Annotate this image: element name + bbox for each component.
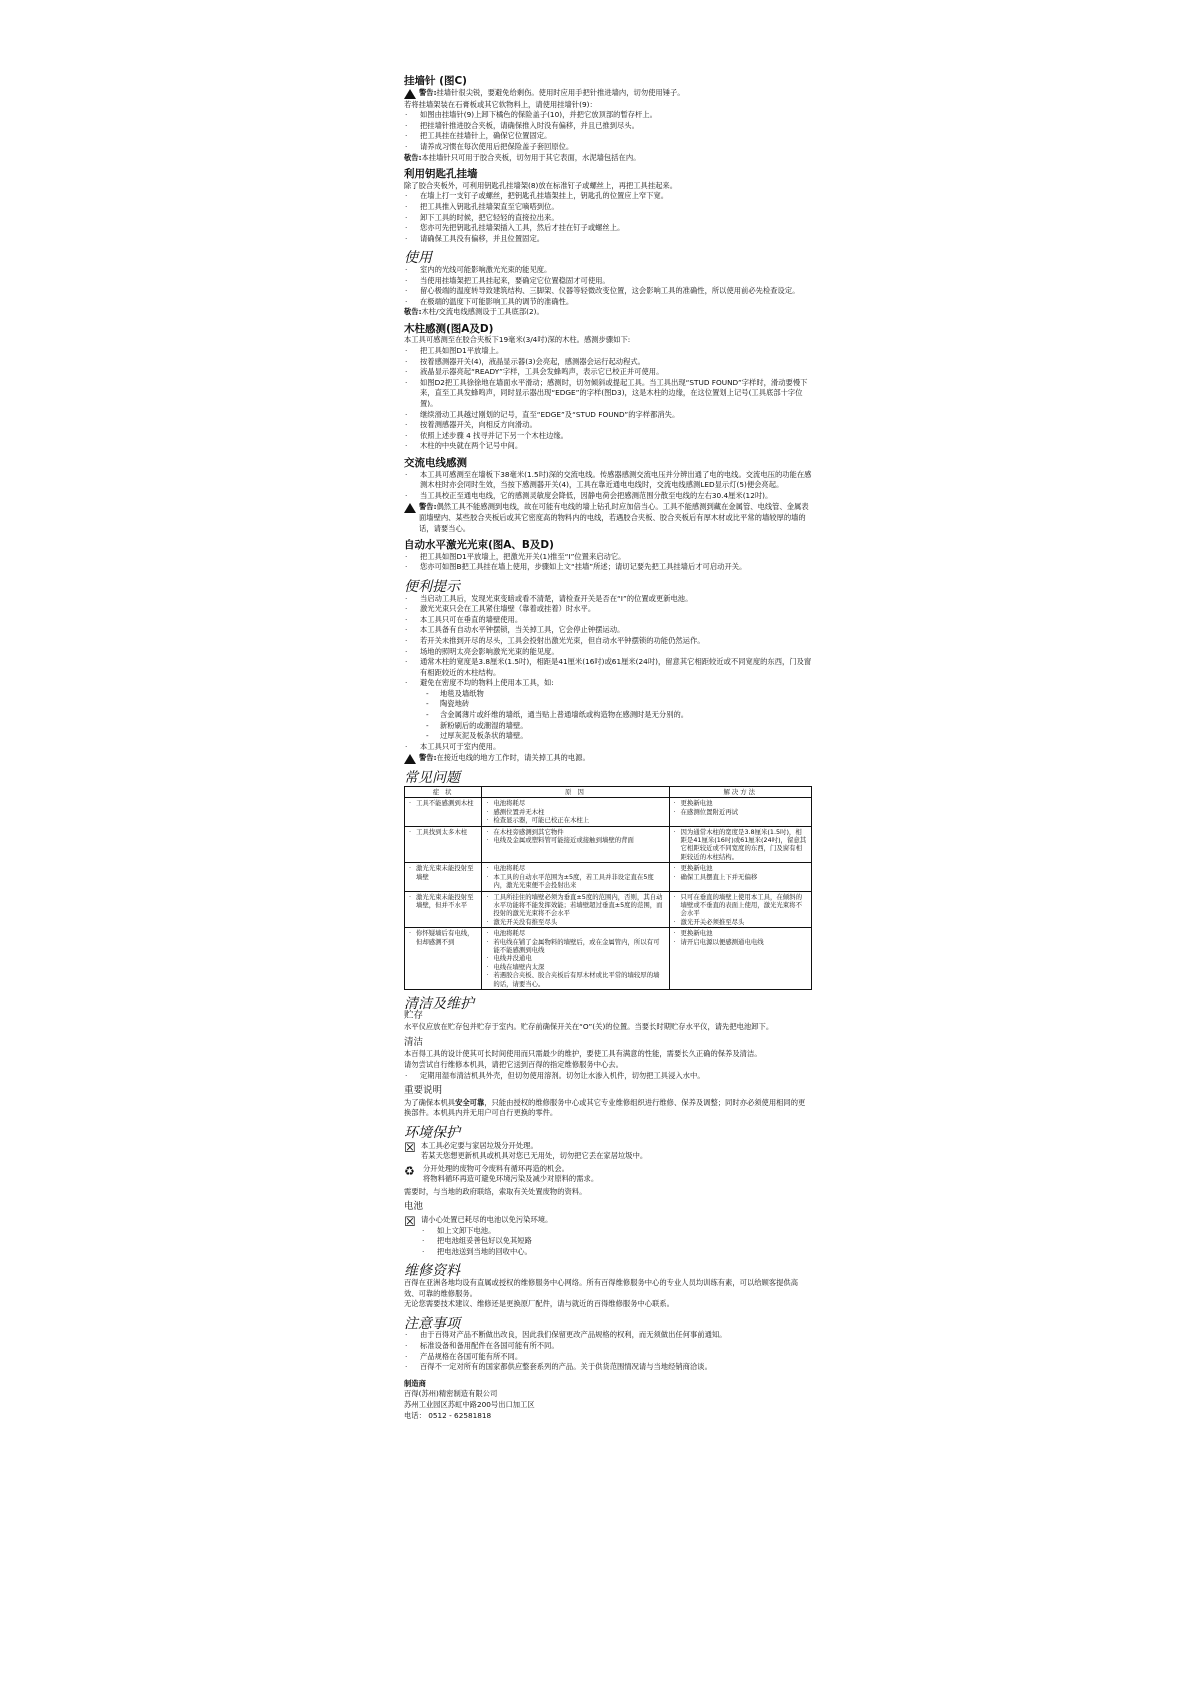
list-item: · 如上文卸下电池。 — [421, 1226, 552, 1237]
subsection-title-storage: 贮存 — [404, 1009, 424, 1021]
cell-line: · 因为通常木柱的宽度是3.8厘米(1.5吋)，相距是41厘米(16吋)或61厘米(24吋)，留意其它相距较近或不同宽度的东西，门及窗有相距较近的木柱结构。 — [673, 828, 808, 862]
table-cell-solutions — [669, 891, 811, 928]
list-item: · 标准设备和备用配件在各国可能有所不同。 — [404, 1341, 812, 1352]
sub-list-item: - 含金属薄片或纤维的墙纸，通当贴上普通墙纸或构造物在感测时是无分别的。 — [404, 710, 812, 721]
table-row — [405, 798, 812, 826]
table-cell-causes — [482, 798, 669, 826]
subsection-title-cleaning: 清洁 — [404, 1036, 424, 1048]
list-item: · 本工具只可在垂直的墙壁使用。 — [404, 615, 812, 626]
warning-label: 警告: — [419, 753, 437, 763]
text-run: 为了确保本机具 — [404, 1097, 456, 1107]
bold-text: 安全可靠 — [455, 1097, 485, 1107]
warning-power — [404, 753, 812, 764]
warning-icon — [404, 89, 416, 99]
manufacturer-title: 制造商 — [404, 1378, 426, 1388]
table-cell-solutions — [669, 863, 811, 891]
column-header: 原 因 — [482, 787, 669, 798]
list-item: · 当启动工具后，发现光束变暗或看不清楚，请检查开关是否在“I”的位置或更新电池。 — [404, 594, 812, 605]
list-item: · 避免在密度不均的物料上使用本工具，如: — [404, 678, 812, 689]
list-item: · 把电池组妥善包好以免其短路 — [421, 1236, 552, 1247]
paragraph: 本百得工具的设计使其可长时间使用而只需最少的维护，要使工具有满意的性能，需要长久正确的保养及清洁。 — [404, 1049, 762, 1059]
faq-table-body — [405, 798, 812, 990]
table-cell-solutions — [669, 798, 811, 826]
sub-list-item: - 过厚灰泥及板条状的墙壁。 — [404, 731, 812, 742]
cell-line: · 电线并没通电 — [485, 954, 665, 962]
list-item: · 把工具推入钥匙孔挂墙架直至它嘀嗒到位。 — [404, 202, 812, 213]
table-row — [405, 928, 812, 990]
list-item: · 在极端的温度下可能影响工具的调节的准确性。 — [404, 297, 812, 308]
section-title-notes: 注意事项 — [404, 1315, 460, 1332]
cell-line: · 工具所挂住的墙壁必须为垂直±5度的范围内，否则，其自动水平功能将不能发挥效能；若墙壁超过垂直±5度的范围，而投射的激光光束将不会水平 — [485, 893, 665, 918]
cell-line: · 电线及金属或塑料管可能接近或接触到墙壁的背面 — [485, 836, 665, 844]
cell-line: · 工具找到太多木柱 — [408, 828, 478, 836]
paragraph: 百得在亚洲各地均设有直属或授权的维修服务中心网络。所有百得维修服务中心的专业人员均训练有素，可以给顾客提供高效、可靠的维修服务。 — [404, 1278, 799, 1298]
list-item: · 本工具可感测至在墙板下38毫米(1.5吋)深的交流电线。传感器感测交流电压并分辨出通了电的电线。交流电压的功能在感测木柱时亦会同时生效，当按下感测器开关(4)，工具在靠近通电电线时，交流电线感测LED显示灯(5)便会亮起。 — [404, 470, 812, 491]
list-item: · 依照上述步骤 4 找寻并记下另一个木柱边缘。 — [404, 431, 812, 442]
warning-text: 挂墙针很尖锐，要避免给剩伤。使用时应用手把针推进墙内，切勿使用锤子。 — [436, 87, 685, 97]
table-cell-symptom — [405, 826, 482, 863]
subsection-title-important: 重要说明 — [404, 1085, 443, 1097]
section-title-environment: 环境保护 — [404, 1124, 460, 1141]
cell-line: · 请开启电源以便感测通电电线 — [673, 938, 808, 946]
table-row — [405, 826, 812, 863]
list-item: · 按着感测器开关(4)，液晶显示器(3)会亮起，感测器会运行起动程式。 — [404, 357, 812, 368]
cell-line: · 更换新电池 — [673, 799, 808, 807]
cell-line: · 在感测位置附近再试 — [673, 808, 808, 816]
cell-line: · 在木柱旁感测到其它物件 — [485, 828, 665, 836]
sub-list-item: - 陶瓷地砖 — [404, 699, 812, 710]
cell-line: · 电池将耗尽 — [485, 929, 665, 937]
table-cell-causes — [482, 826, 669, 863]
section-title-wall-pin: 挂墙针 (图C) — [404, 75, 467, 87]
recycle-note — [404, 1164, 812, 1185]
manual-page — [404, 70, 812, 1421]
cell-line: · 电池将耗尽 — [485, 799, 665, 807]
list-item: · 室内的光线可能影响激光光束的能见度。 — [404, 265, 812, 276]
paragraph: 无论您需要技术建议、维修还是更换原厂配件，请与就近的百得维修服务中心联系。 — [404, 1299, 674, 1309]
warning-icon — [404, 754, 416, 764]
paragraph: 分开处理的废物可令废料有循环再造的机会。 — [423, 1163, 569, 1173]
notice-label: 敬告: — [404, 307, 422, 317]
list-item: · 把电池送到当地的回收中心。 — [421, 1247, 552, 1258]
cell-line: · 激光开关必须推至尽头 — [673, 918, 808, 926]
list-item: · 本工具备有自动水平钟摆锁，当关掉工具，它会停止钟摆运动。 — [404, 625, 812, 636]
cell-line: · 若遇胶合夹板、胶合夹板后有厚木材或比平常的墙较厚的墙的话，请要当心。 — [485, 971, 665, 988]
faq-table — [404, 786, 812, 990]
table-header-row — [405, 787, 812, 798]
list-item: · 继续滑动工具越过刚划的记号，直至“EDGE”及“STUD FOUND”的字样都消失。 — [404, 410, 812, 421]
list-item: · 由于百得对产品不断做出改良，因此我们保留更改产品规格的权利，而无须做出任何事前通知。 — [404, 1330, 812, 1341]
manufacturer-name: 百得(苏州)精密制造有限公司 — [404, 1389, 498, 1399]
list-item: · 百得不一定对所有的国家都供应整套系列的产品。关于供货范围情况请与当地经销商洽谈。 — [404, 1362, 812, 1373]
warning-text: 在接近电线的地方工作时，请关掉工具的电源。 — [436, 753, 590, 763]
table-row — [405, 863, 812, 891]
section-title-keyhole: 利用钥匙孔挂墙 — [404, 168, 478, 181]
cell-line: · 确保工具摆直上下并无偏移 — [673, 873, 808, 881]
sub-list-item: - 新粉刷后的或潮湿的墙壁。 — [404, 721, 812, 732]
cell-line: · 更换新电池 — [673, 864, 808, 872]
section-title-care: 清洁及维护 — [404, 995, 474, 1012]
cell-line: · 工具不能感测到木柱 — [408, 799, 478, 807]
list-item: · 液晶显示器亮起“READY”字样，工具会发蜂鸣声，表示它已校正并可使用。 — [404, 367, 812, 378]
table-cell-symptom — [405, 798, 482, 826]
disposal-note — [404, 1141, 812, 1162]
text-run: ，只能由授权的维修服务中心或其它专业维修组织进行维修、保养及调整；同时亦必须使用相同的更换部件。本机具内并无用户可自行更换的零件。 — [404, 1097, 806, 1118]
manufacturer-address: 苏州工业园区苏虹中路200号出口加工区 — [404, 1399, 535, 1409]
paragraph: 请勿尝试自行维修本机具，请把它送到百得的指定维修服务中心去。 — [404, 1059, 623, 1069]
crossed-bin-icon: ☒ — [404, 1215, 416, 1231]
cell-line: · 激光光束未能投射至墙壁，但并不水平 — [408, 893, 478, 910]
list-item: · 当使用挂墙架把工具挂起来，要确定它位置稳固才可使用。 — [404, 276, 812, 287]
subsection-title-battery: 电池 — [404, 1201, 424, 1213]
notice — [404, 307, 812, 318]
paragraph: 本工具可感测至在胶合夹板下19毫米(3/4吋)深的木柱。感测步骤如下: — [404, 335, 631, 345]
notice-text: 本挂墙针只可用于胶合夹板，切勿用于其它表面，水泥墙包括在内。 — [421, 152, 641, 162]
battery-note — [404, 1215, 812, 1257]
list-item: · 按着测感器开关，向相反方向滑动。 — [404, 420, 812, 431]
paragraph: 若将挂墙架装在石膏板或其它软物料上，请使用挂墙针(9)： — [404, 99, 597, 109]
table-cell-symptom — [405, 928, 482, 990]
paragraph: 将物料循环再造可避免环境污染及减少对原料的需求。 — [423, 1174, 599, 1184]
list-item: · 在墙上打一支钉子或螺丝，把钥匙孔挂墙架挂上，钥匙孔的位置应上窄下宽。 — [404, 191, 812, 202]
paragraph: 请小心处置已耗尽的电池以免污染环境。 — [421, 1215, 553, 1225]
section-title-tips: 便利提示 — [404, 578, 460, 595]
crossed-bin-icon: ☒ — [404, 1140, 416, 1156]
warning-icon — [404, 503, 416, 513]
notice — [404, 153, 812, 164]
warning-wall-pin — [404, 88, 812, 99]
section-title-ac-detect: 交流电线感测 — [404, 457, 467, 469]
cell-line: · 本工具的自动水平范围为±5度，若工具并非设定直在5度内，激光光束便不会投射出来 — [485, 873, 665, 890]
paragraph: 需要时，与当地的政府联络，索取有关处置废物的资料。 — [404, 1186, 587, 1196]
list-item: · 把挂墙针推进胶合夹板，请确保推入时没有偏移，并且已推到尽头。 — [404, 121, 812, 132]
warning-ac — [404, 502, 812, 534]
list-item: · 您亦可如图B把工具挂在墙上使用，步骤如上文“挂墙”所述；请切记要先把工具挂墙后才可启动开关。 — [404, 562, 812, 573]
paragraph: 本工具必定要与家居垃圾分开处理。 — [421, 1140, 538, 1150]
sub-list-item: - 地毯及墙纸物 — [404, 689, 812, 700]
table-cell-symptom — [405, 891, 482, 928]
list-item: · 产品规格在各国可能有所不同。 — [404, 1352, 812, 1363]
list-item: · 留心极端的温度转导致建筑结构、三脚架、仪器等轻微改变位置，这会影响工具的准确性，所以使用前必先检查设定。 — [404, 286, 812, 297]
list-item: · 请确保工具没有偏移，并且位置固定。 — [404, 234, 812, 245]
list-item: · 您亦可先把钥匙孔挂墙架插入工具，然后才挂在钉子或螺丝上。 — [404, 223, 812, 234]
list-item: · 通常木柱的宽度是3.8厘米(1.5吋)，相距是41厘米(16吋)或61厘米(24吋)，留意其它相距较近或不同宽度的东西，门及窗有相距较近的木柱结构。 — [404, 657, 812, 678]
list-item: · 如图D2把工具徐徐地在墙面水平滑动；感测时，切勿倾斜或提起工具。当工具出现“STUD FOUND”字样时，滑动要慢下来，直至工具发蜂鸣声，同时显示器出现“EDGE”的字样(图D3)，这是木柱的边缘，在这位置划上记号(工具底部十字位置)。 — [404, 378, 812, 410]
table-cell-solutions — [669, 928, 811, 990]
cell-line: · 电池将耗尽 — [485, 864, 665, 872]
notice-label: 敬告: — [404, 152, 422, 162]
list-item: · 如图由挂墙针(9)上卸下橘色的保险盖子(10)，并把它放顶部的暂存杆上。 — [404, 110, 812, 121]
list-item: · 激光光束只会在工具紧住墙壁（靠着或挂着）时水平。 — [404, 604, 812, 615]
column-header: 解决方法 — [669, 787, 811, 798]
table-cell-causes — [482, 863, 669, 891]
manufacturer-phone: 电话： 0512 - 62581818 — [404, 1410, 492, 1420]
paragraph: 水平仪应放在贮存包并贮存于室内。贮存前确保开关在“O”(关)的位置。当要长时期贮存水平仪，请先把电池卸下。 — [404, 1022, 774, 1032]
list-item: · 卸下工具的时候，把它轻轻的直接拉出来。 — [404, 213, 812, 224]
cell-line: · 激光光束未能投射至墙壁 — [408, 864, 478, 881]
list-item: · 把工具如图D1平放墙上，把激光开关(1)推至“I”位置来启动它。 — [404, 552, 812, 563]
cell-line: · 激光开关没有推至尽头 — [485, 918, 665, 926]
list-item: · 木柱的中央就在两个记号中间。 — [404, 441, 812, 452]
cell-line: · 只可在垂直的墙壁上使用本工具，在倾斜的墙壁或不垂直的表面上使用，激光光束将不会水平 — [673, 893, 808, 918]
list-item: · 定期用湿布清洁机具外壳，但切勿使用溶剂。切勿让水渗入机件，切勿把工具浸入水中。 — [404, 1071, 812, 1082]
cell-line: · 若电线在铺了金属物料的墙壁后，或在金属管内，所以有可能不能感测到电线 — [485, 938, 665, 955]
list-item: · 把工具挂在挂墙针上，确保它位置固定。 — [404, 131, 812, 142]
warning-label: 警告: — [419, 502, 437, 512]
table-cell-causes — [482, 891, 669, 928]
list-item: · 场地的照明太亮会影响激光光束的能见度。 — [404, 647, 812, 658]
section-title-use: 使用 — [404, 250, 432, 267]
section-title-faq: 常见问题 — [404, 770, 460, 787]
table-row — [405, 891, 812, 928]
section-title-stud-detect: 木柱感测(图A及D) — [404, 322, 494, 335]
warning-label: 警告: — [419, 87, 437, 97]
notice-text: 木柱/交流电线感测设于工具底部(2)。 — [421, 307, 544, 317]
list-item: · 请养成习惯在每次使用后把保险盖子套回原位。 — [404, 142, 812, 153]
cell-line: · 你怀疑墙后有电线，但却感测不到 — [408, 929, 478, 946]
paragraph: 若某天您想更新机具或机具对您已无用处，切勿把它丢在家居垃圾中。 — [421, 1151, 648, 1161]
cell-line: · 感测位置并无木柱 — [485, 808, 665, 816]
table-cell-solutions — [669, 826, 811, 863]
paragraph: 除了胶合夹板外，可利用钥匙孔挂墙架(8)放在标准钉子或螺丝上，再把工具挂起来。 — [404, 180, 678, 190]
recycle-icon: ♻ — [404, 1163, 415, 1178]
list-item: · 当工具校正至通电电线，它的感测灵敏度会降低，因静电荷会把感测范围分散至电线的左右30.4厘米(12吋)。 — [404, 491, 812, 502]
cell-line: · 检查显示器，可能已校正在木柱上 — [485, 816, 665, 824]
list-item: · 本工具只可于室内使用。 — [404, 742, 812, 753]
list-item: · 若开关未推到开尽的尽头，工具会投射出激光光束，但自动水平钟摆锁的功能仍然运作。 — [404, 636, 812, 647]
cell-line: · 更换新电池 — [673, 929, 808, 937]
cell-line: · 电线在墙壁内太深 — [485, 963, 665, 971]
section-title-service: 维修资料 — [404, 1263, 460, 1280]
section-title-auto-level: 自动水平激光光束(图A、B及D) — [404, 539, 554, 552]
column-header: 症 状 — [405, 787, 482, 798]
table-cell-symptom — [405, 863, 482, 891]
list-item: · 把工具如图D1平放墙上。 — [404, 346, 812, 357]
paragraph — [404, 1098, 812, 1119]
warning-text: 偶然工具不能感测到电线，故在可能有电线的墙上钻孔时应加倍当心。工具不能感测到藏在金属管、电线管、金属表面墙壁内、某些胶合夹板后或其它密度高的物料内的电线，若遇胶合夹板、胶合夹板后有厚木材或比平常的墙较厚的墙的话，请要当心。 — [419, 502, 809, 533]
table-cell-causes — [482, 928, 669, 990]
manufacturer-block — [404, 1379, 812, 1421]
